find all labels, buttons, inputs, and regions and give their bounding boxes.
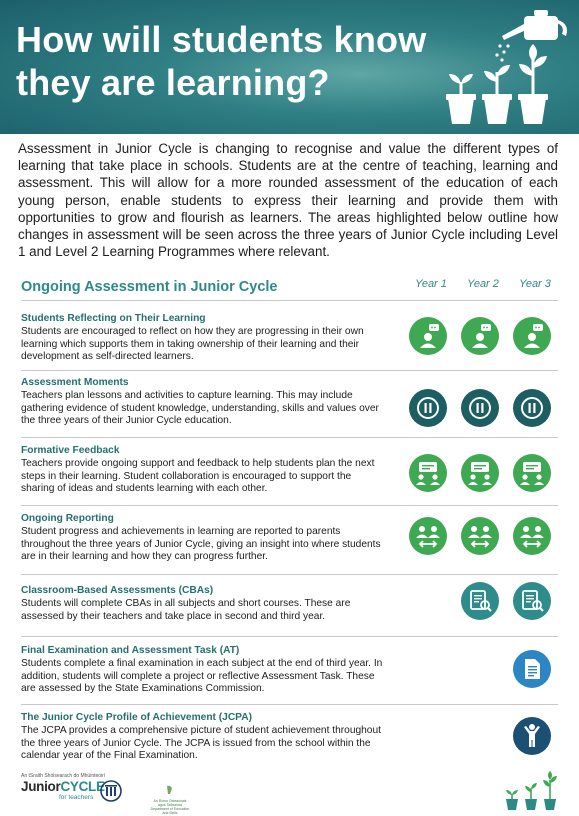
watering-can-plants-icon — [440, 2, 575, 130]
row-description: Student progress and achievements in learning are reported to parents throughout the three years of Junior Cycle, giving an insight into where students are in their learning and how they can progress further. — [21, 526, 381, 563]
year-3-label: Year 3 — [519, 278, 551, 290]
cba-document-icon — [520, 589, 544, 613]
feedback-chat-icon — [519, 460, 545, 486]
row-description: Students will complete CBAs in all subjects and short courses. These are assessed by their teachers and take place in second and third year. — [21, 598, 351, 622]
logo-for-teachers: for teachers — [59, 794, 94, 801]
row-description: Students are encouraged to reflect on how they are progressing in their own learning which supports them in taking ownership of their learning and their development as self-directed learners. — [21, 326, 364, 363]
department-logo — [150, 781, 190, 815]
divider — [21, 704, 558, 705]
row-final-examination — [21, 645, 558, 695]
year-2-moments-icon — [461, 389, 499, 427]
year-1-moments-icon — [409, 389, 447, 427]
row-title: Formative Feedback — [21, 445, 120, 456]
row-description: Students complete a final examination in each subject at the end of third year. In addition, students will complete a project or reflective Assessment Task. These are assessed by the State Examinations Commission. — [21, 658, 383, 695]
year-3-jcpa-icon — [513, 717, 551, 755]
reflecting-student-icon — [519, 323, 545, 349]
row-title: Classroom-Based Assessments (CBAs) — [21, 585, 214, 596]
year-3-exam-icon — [513, 650, 551, 688]
junior-cycle-logo — [21, 773, 105, 801]
row-title: Assessment Moments — [21, 377, 129, 388]
section-title: Ongoing Assessment in Junior Cycle — [21, 279, 278, 295]
row-title: Ongoing Reporting — [21, 513, 114, 524]
pause-icon — [520, 396, 544, 420]
header-banner — [0, 0, 579, 134]
row-title: Students Reflecting on Their Learning — [21, 313, 206, 324]
pause-icon — [416, 396, 440, 420]
small-plants-icon — [503, 771, 559, 811]
pause-icon — [468, 396, 492, 420]
divider — [21, 300, 558, 301]
year-1-reporting-icon — [409, 517, 447, 555]
row-description: The JCPA provides a comprehensive picture of student achievement throughout the three years of Junior Cycle. The JCPA is issued from the school within the calendar year of the Final Examination. — [21, 725, 381, 762]
feedback-chat-icon — [415, 460, 441, 486]
row-description: Teachers plan lessons and activities to capture learning. This may include gathering evidence of student knowledge, understanding, skills and values over the three years of their Junior Cycle education. — [21, 390, 379, 427]
year-1-reflecting-icon — [409, 317, 447, 355]
page-title: How will students know they are learning? — [16, 19, 427, 103]
intro-paragraph: Assessment in Junior Cycle is changing to recognise and value the different types of learning that take place in schools. Students are at the centre of teaching, learning and assessment. This will allow for a more rounded assessment of the education of each young person, enable students to express their learning and provide them with opportunities to grow and flourish as learners. The areas highlighted below outline how changes in assessment will be seen across the three years of Junior Cycle including Level 1 and Level 2 Learning Programmes where relevant. — [18, 141, 558, 260]
year-2-reporting-icon — [461, 517, 499, 555]
reporting-people-icon — [519, 523, 545, 549]
year-2-reflecting-icon — [461, 317, 499, 355]
year-1-feedback-icon — [409, 454, 447, 492]
year-3-feedback-icon — [513, 454, 551, 492]
year-3-moments-icon — [513, 389, 551, 427]
reflecting-student-icon — [467, 323, 493, 349]
year-2-cba-icon — [461, 582, 499, 620]
divider — [21, 437, 558, 438]
divider — [21, 574, 558, 575]
cba-document-icon — [468, 589, 492, 613]
exam-paper-icon — [521, 657, 543, 681]
year-3-reflecting-icon — [513, 317, 551, 355]
year-3-cba-icon — [513, 582, 551, 620]
logo-irish-text: An tSraith Shóisearach do Mhúinteoirí — [21, 773, 106, 779]
school-crest-icon — [100, 780, 122, 802]
divider — [21, 370, 558, 371]
achievement-person-icon — [520, 723, 544, 749]
year-2-label: Year 2 — [467, 278, 499, 290]
harp-icon — [150, 785, 190, 794]
row-title: The Junior Cycle Profile of Achievement (JCPA) — [21, 712, 252, 723]
logo-wordmark: JuniorCYCLE — [21, 779, 105, 794]
feedback-chat-icon — [467, 460, 493, 486]
reporting-people-icon — [415, 523, 441, 549]
reporting-people-icon — [467, 523, 493, 549]
department-text: An Roinn Oideachais agus Scileanna Department of Education and Skills — [150, 799, 190, 815]
year-1-label: Year 1 — [415, 278, 447, 290]
row-assessment-moments — [21, 377, 558, 427]
divider — [21, 505, 558, 506]
divider — [21, 636, 558, 637]
year-2-feedback-icon — [461, 454, 499, 492]
row-description: Teachers provide ongoing support and feedback to help students plan the next steps in their learning. Student collaboration is encouraged to support the sharing of ideas and students learning with each other. — [21, 458, 375, 495]
row-title: Final Examination and Assessment Task (AT) — [21, 645, 240, 656]
reflecting-student-icon — [415, 323, 441, 349]
row-jcpa — [21, 712, 558, 762]
year-3-reporting-icon — [513, 517, 551, 555]
